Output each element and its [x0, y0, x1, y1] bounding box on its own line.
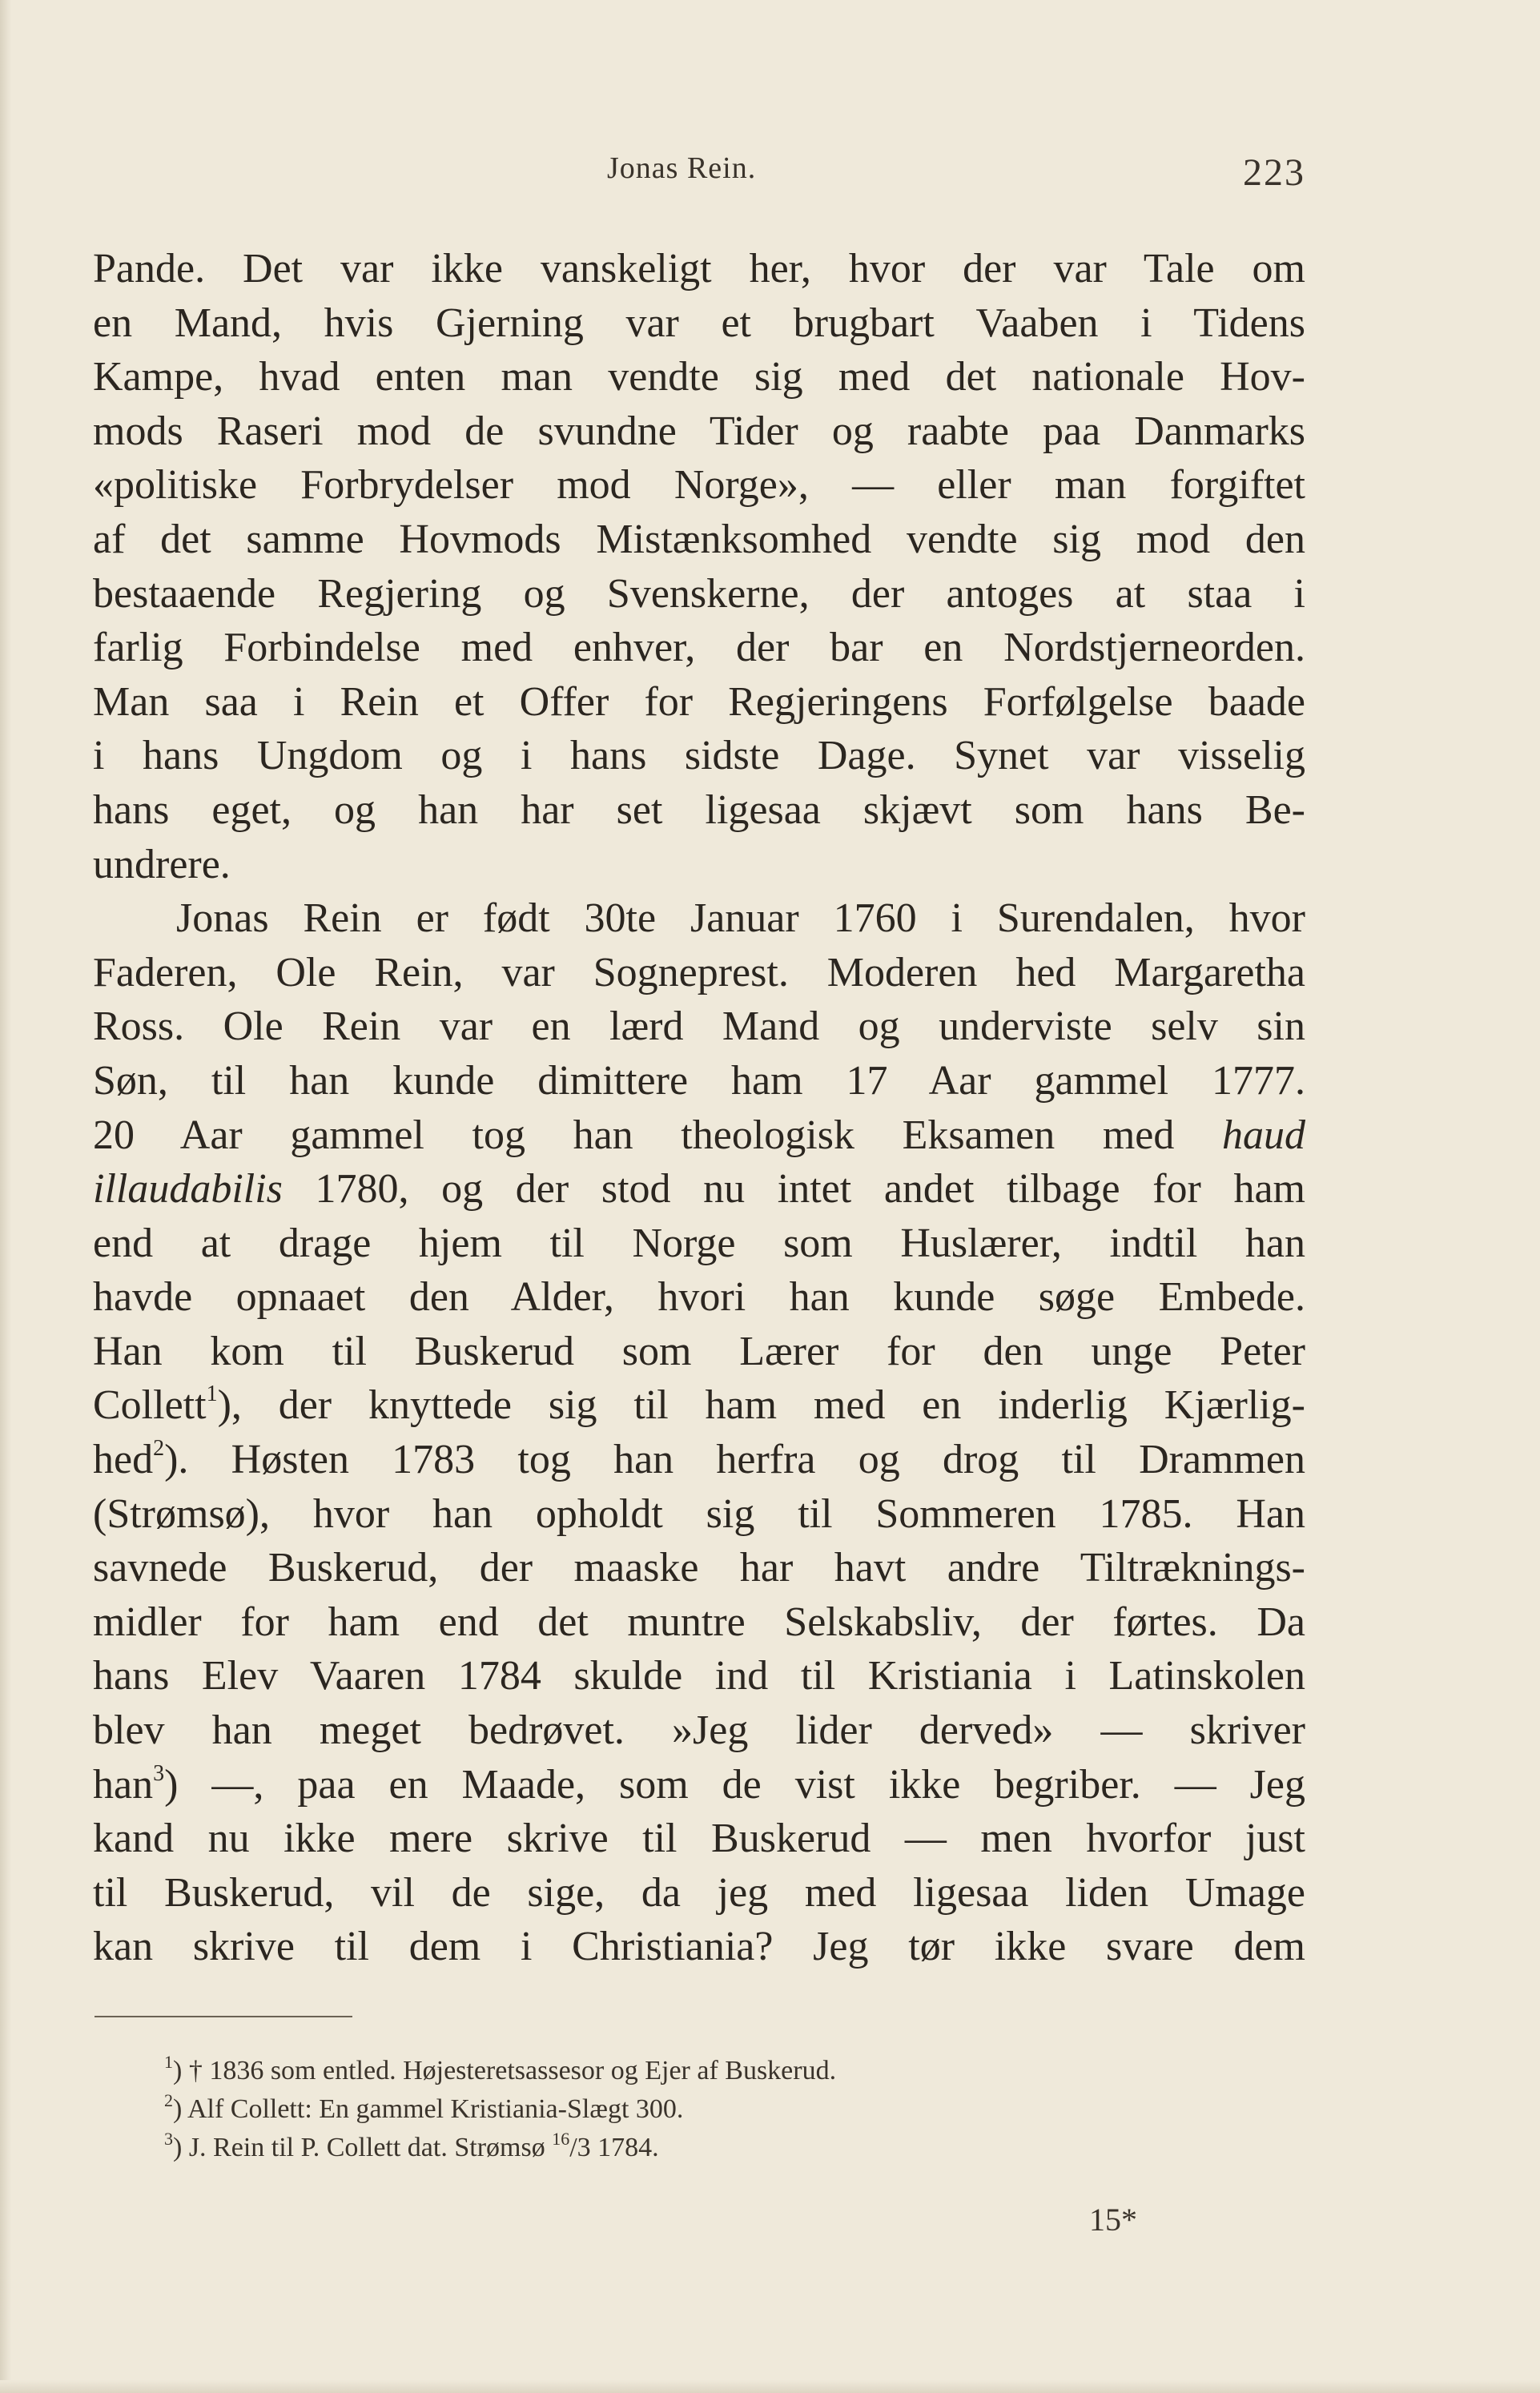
- text-run: ) —, paa en Maade, som de vist ikke begriber. — Jeg: [164, 1761, 1305, 1808]
- text-line: Søn, til han kunde dimittere ham 17 Aar gammel 1777.: [93, 1057, 1305, 1104]
- italic-text: haud: [1222, 1112, 1305, 1158]
- footnote-mark: 1: [164, 2052, 173, 2072]
- footnote-text: ) Alf Collett: En gammel Kristiania-Slægt 300.: [173, 2094, 684, 2124]
- footnote-text: ) † 1836 som entled. Højesteretsassesor og Ejer af Buskerud.: [173, 2056, 837, 2085]
- text-line: undrere.: [93, 841, 231, 887]
- text-line: farlig Forbindelse med enhver, der bar en Nordstjerneorden.: [93, 625, 1305, 671]
- text-line: Man saa i Rein et Offer for Regjeringens Forfølgelse baade: [93, 678, 1305, 725]
- text-line: i hans Ungdom og i hans sidste Dage. Synet var visselig: [93, 733, 1305, 779]
- text-line: hans eget, og han har set ligesaa skjævt som hans Be-: [93, 786, 1305, 833]
- text-line: Han kom til Buskerud som Lærer for den unge Peter: [93, 1328, 1305, 1374]
- text-run: 1780, og der stod nu intet andet tilbage for ham: [282, 1166, 1305, 1213]
- text-line: Faderen, Ole Rein, var Sogneprest. Moderen hed Margaretha: [93, 949, 1305, 995]
- text-run: hed: [93, 1437, 154, 1483]
- footnote-ref: 1: [206, 1382, 218, 1407]
- text-line: [93, 1108, 1305, 1163]
- text-line: [93, 1162, 1305, 1217]
- footnote: [164, 2129, 1285, 2167]
- page-left-edge: [0, 0, 11, 2393]
- text-line: [93, 1378, 1305, 1433]
- signature-mark: 15*: [1089, 2202, 1137, 2238]
- footnote-text: ) J. Rein til P. Collett dat. Strømsø: [173, 2133, 553, 2162]
- text-run: 20 Aar gammel tog han theologisk Eksamen med: [93, 1112, 1222, 1158]
- italic-text: illaudabilis: [93, 1166, 283, 1213]
- text-line: savnede Buskerud, der maaske har havt andre Tiltræknings-: [93, 1545, 1305, 1591]
- footnote-text: /3 1784.: [569, 2133, 659, 2162]
- text-run: Collett: [93, 1382, 207, 1429]
- text-line: kan skrive til dem i Christiania? Jeg tør ikke svare dem: [93, 1924, 1305, 1970]
- text-line: til Buskerud, vil de sige, da jeg med ligesaa liden Umage: [93, 1869, 1305, 1916]
- footnote-rule: [94, 2016, 352, 2017]
- text-run: han: [93, 1761, 154, 1808]
- page-bottom-edge: [0, 2380, 1540, 2393]
- date-superscript: 16: [552, 2129, 570, 2149]
- text-line: [93, 1433, 1305, 1487]
- text-run: ). Høsten 1783 tog han herfra og drog til Drammen: [164, 1437, 1305, 1483]
- text-line: mods Raseri mod de svundne Tider og raabte paa Danmarks: [93, 408, 1305, 454]
- text-line: havde opnaaet den Alder, hvori han kunde søge Embede.: [93, 1274, 1305, 1321]
- footnotes: [164, 2052, 1285, 2167]
- footnote-mark: 2: [164, 2090, 173, 2110]
- running-title: Jonas Rein.: [607, 151, 757, 185]
- text-line: Jonas Rein er født 30te Januar 1760 i Surendalen, hvor: [176, 895, 1305, 942]
- footnote: [164, 2052, 1285, 2090]
- text-line: [93, 1758, 1305, 1812]
- text-line: en Mand, hvis Gjerning var et brugbart Vaaben i Tidens: [93, 300, 1305, 346]
- body-text: [93, 242, 1305, 1974]
- text-line: Pande. Det var ikke vanskeligt her, hvor der var Tale om: [93, 246, 1305, 292]
- footnote-ref: 2: [153, 1436, 165, 1462]
- text-line: end at drage hjem til Norge som Huslærer, indtil han: [93, 1220, 1305, 1266]
- page-number: 223: [1243, 151, 1305, 194]
- text-line: blev han meget bedrøvet. »Jeg lider derved» — skriver: [93, 1707, 1305, 1754]
- text-line: (Strømsø), hvor han opholdt sig til Sommeren 1785. Han: [93, 1490, 1305, 1537]
- footnote-ref: 3: [153, 1760, 165, 1786]
- footnote-mark: 3: [164, 2129, 173, 2149]
- text-line: Ross. Ole Rein var en lærd Mand og underviste selv sin: [93, 1003, 1305, 1050]
- text-line: Kampe, hvad enten man vendte sig med det nationale Hov-: [93, 354, 1305, 400]
- footnote: [164, 2090, 1285, 2129]
- text-line: kand nu ikke mere skrive til Buskerud — men hvorfor just: [93, 1816, 1305, 1862]
- text-line: midler for ham end det muntre Selskabsliv, der førtes. Da: [93, 1599, 1305, 1645]
- text-line: af det samme Hovmods Mistænksomhed vendte sig mod den: [93, 516, 1305, 562]
- running-header: [88, 144, 1305, 200]
- text-run: ), der knyttede sig til ham med en inderlig Kjærlig-: [217, 1382, 1305, 1429]
- text-line: bestaaende Regjering og Svenskerne, der antoges at staa i: [93, 570, 1305, 617]
- text-line: hans Elev Vaaren 1784 skulde ind til Kristiania i Latinskolen: [93, 1653, 1305, 1699]
- text-line: «politiske Forbrydelser mod Norge», — eller man forgiftet: [93, 462, 1305, 509]
